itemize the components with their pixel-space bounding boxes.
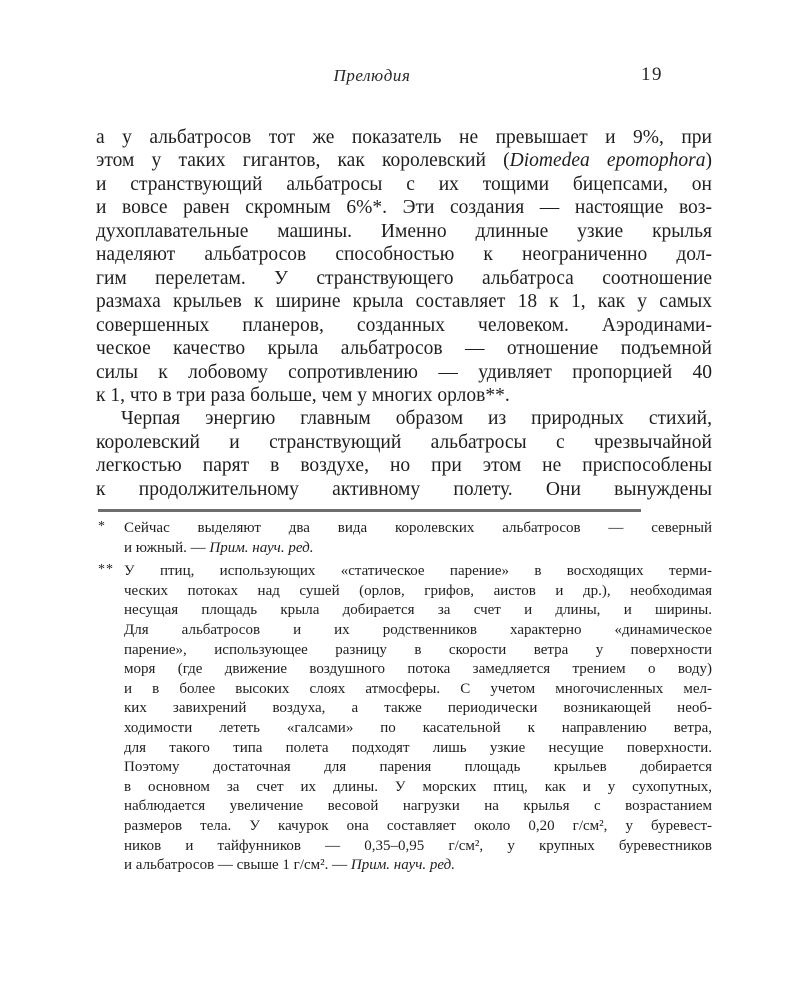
paragraph <box>96 126 712 407</box>
text-line: наделяют альбатросов способностью к неограниченно дол- <box>96 244 712 266</box>
text-line: Сейчас выделяют два вида королевских альбатросов — северный <box>124 520 712 536</box>
text-line: к продолжительному активному полету. Они вынуждены <box>96 478 712 500</box>
text-line: парение», использующее разницу в скорости ветра у поверхности <box>124 641 712 658</box>
text-line: легкостью парят в воздухе, но при этом не приспособлены <box>96 455 712 477</box>
chapter-title: Прелюдия <box>333 66 411 85</box>
text-line: ких завихрений воздуха, а также периодически возникающей необ- <box>124 700 712 717</box>
footnotes <box>96 519 712 876</box>
text-line: У птиц, использующих «статическое парение» в восходящих терми- <box>124 563 712 580</box>
text-line: совершенных планеров, созданных человеком. Аэродинами- <box>96 314 712 336</box>
text-line: силы к лобовому сопротивлению — удивляет пропорцией 40 <box>96 361 712 383</box>
page-number: 19 <box>641 64 663 85</box>
footnote-marker: ** <box>98 562 114 578</box>
text-line: и странствующий альбатросы с их тощими бицепсами, он <box>96 173 712 195</box>
paragraph <box>96 407 712 501</box>
text-line: и южный. — Прим. науч. ред. <box>124 539 314 556</box>
text-line: и вовсе равен скромным 6%*. Эти создания — настоящие воз- <box>96 197 712 219</box>
text-line: королевский и странствующий альбатросы с чрезвычайной <box>96 431 712 453</box>
footnote-separator <box>98 509 641 512</box>
text-line: и альбатросов — свыше 1 г/см². — Прим. науч. ред. <box>124 857 455 874</box>
body-text <box>96 126 712 501</box>
text-line: ческих потоках над сушей (орлов, грифов, аистов и др.), необходимая <box>124 582 712 599</box>
text-line: для такого типа полета подходят лишь узкие несущие поверхности. <box>124 739 712 756</box>
text-line: ходимости лететь «галсами» по касательной к направлению ветра, <box>124 719 712 736</box>
text-line: этом у таких гигантов, как королевский (Diomedea epomophora) <box>96 150 713 172</box>
footnote <box>96 519 712 558</box>
text-line: Для альбатросов и их родственников характерно «динамическое <box>124 621 712 638</box>
text-line: гим перелетам. У странствующего альбатроса соотношение <box>96 267 712 289</box>
footnote-text <box>124 562 712 876</box>
text-line: духоплавательные машины. Именно длинные узкие крылья <box>96 220 712 242</box>
text-line: ческое качество крыла альбатросов — отношение подъемной <box>96 338 712 360</box>
text-line: Черпая энергию главным образом из природных стихий, <box>121 408 712 430</box>
footnote <box>96 562 712 876</box>
text-line: а у альбатросов тот же показатель не превышает и 9%, при <box>96 127 712 148</box>
text-line: размаха крыльев к ширине крыла составляет 18 к 1, как у самых <box>96 291 712 313</box>
footnote-marker: * <box>98 519 106 534</box>
text-line: моря (где движение воздушного потока замедляется трением о воду) <box>124 661 712 678</box>
footnote-text <box>124 519 712 558</box>
text-line: Поэтому достаточная для парения площадь крыльев добирается <box>124 759 712 776</box>
text-line: несущая площадь крыла добирается за счет и длины, и ширины. <box>124 602 712 619</box>
text-line: к 1, что в три раза больше, чем у многих орлов**. <box>96 384 510 406</box>
text-line: в основном за счет их длины. У морских птиц, как и у сухопутных, <box>124 778 712 795</box>
text-line: наблюдается увеличение весовой нагрузки на крылья с возрастанием <box>124 798 712 815</box>
text-line: размеров тела. У качурок она составляет около 0,20 г/см², у буревест- <box>124 817 712 834</box>
text-line: и в более высоких слоях атмосферы. С учетом многочисленных мел- <box>124 680 712 697</box>
text-line: ников и тайфунников — 0,35–0,95 г/см², у крупных буревестников <box>124 837 712 854</box>
running-head <box>96 64 712 90</box>
